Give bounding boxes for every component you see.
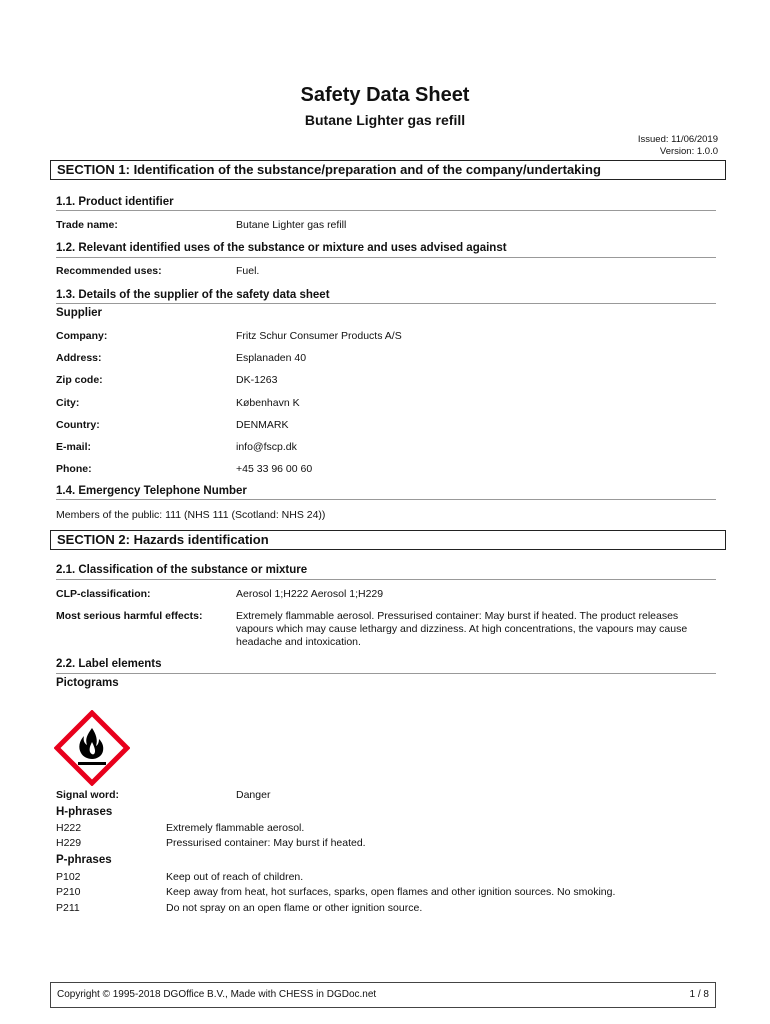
trade-name-label: Trade name: bbox=[56, 219, 118, 231]
phone-label: Phone: bbox=[56, 463, 92, 475]
issued-date: Issued: 11/06/2019 bbox=[637, 134, 718, 145]
pictograms-heading: Pictograms bbox=[56, 677, 119, 689]
subsection-1-2-heading: 1.2. Relevant identified uses of the substance or mixture and uses advised against bbox=[56, 242, 507, 254]
divider bbox=[56, 210, 716, 211]
email-value[interactable]: info@fscp.dk bbox=[236, 441, 297, 453]
country-label: Country: bbox=[56, 419, 100, 431]
page-number: 1 / 8 bbox=[689, 989, 709, 1000]
company-label: Company: bbox=[56, 330, 108, 342]
signal-word-value: Danger bbox=[236, 789, 271, 801]
page-footer bbox=[50, 982, 716, 1008]
p-phrase-code: P211 bbox=[56, 902, 80, 914]
zip-code-label: Zip code: bbox=[56, 374, 103, 386]
h-phrase-text: Pressurised container: May burst if heated. bbox=[166, 837, 366, 849]
p-phrase-code: P210 bbox=[56, 886, 81, 898]
clp-classification-value: Aerosol 1;H222 Aerosol 1;H229 bbox=[236, 588, 384, 600]
p-phrase-text: Keep away from heat, hot surfaces, sparks, open flames and other ignition sources. No smoking. bbox=[166, 886, 616, 898]
divider bbox=[56, 257, 716, 258]
flame-pictogram-icon bbox=[54, 710, 130, 786]
p-phrase-text: Do not spray on an open flame or other ignition source. bbox=[166, 902, 423, 914]
city-value: København K bbox=[236, 397, 300, 409]
phone-value: +45 33 96 00 60 bbox=[236, 463, 313, 475]
divider bbox=[56, 673, 716, 674]
address-value: Esplanaden 40 bbox=[236, 352, 307, 364]
h-phrase-text: Extremely flammable aerosol. bbox=[166, 822, 305, 834]
p-phrase-text: Keep out of reach of children. bbox=[166, 871, 304, 883]
subsection-2-1-heading: 2.1. Classification of the substance or mixture bbox=[56, 564, 308, 576]
subsection-2-2-heading: 2.2. Label elements bbox=[56, 658, 162, 670]
trade-name-value: Butane Lighter gas refill bbox=[236, 219, 347, 231]
supplier-heading: Supplier bbox=[56, 307, 103, 319]
emergency-telephone-text: Members of the public: 111 (NHS 111 (Scotland: NHS 24)) bbox=[56, 509, 326, 521]
issue-info bbox=[638, 134, 718, 158]
city-label: City: bbox=[56, 397, 80, 409]
company-value: Fritz Schur Consumer Products A/S bbox=[236, 330, 402, 342]
email-label: E-mail: bbox=[56, 441, 92, 453]
version-number: Version: 1.0.0 bbox=[659, 146, 718, 157]
harmful-effects-value: Extremely flammable aerosol. Pressurised container: May burst if heated. The product releases vapours which may cause lethargy and dizziness. At high concentrations, the vapours may cause headache and intoxication. bbox=[236, 610, 688, 648]
document-title: Safety Data Sheet bbox=[300, 84, 470, 106]
section-2-heading: SECTION 2: Hazards identification bbox=[50, 530, 726, 550]
recommended-uses-label: Recommended uses: bbox=[56, 265, 162, 277]
subsection-1-1-heading: 1.1. Product identifier bbox=[56, 196, 174, 208]
subsection-1-3-heading: 1.3. Details of the supplier of the safety data sheet bbox=[56, 289, 330, 301]
section-1-heading: SECTION 1: Identification of the substance/preparation and of the company/undertaking bbox=[50, 160, 726, 180]
zip-code-value: DK-1263 bbox=[236, 374, 278, 386]
p-phrase-code: P102 bbox=[56, 871, 81, 883]
divider bbox=[56, 579, 716, 580]
divider bbox=[56, 303, 716, 304]
recommended-uses-value: Fuel. bbox=[236, 265, 260, 277]
clp-classification-label: CLP-classification: bbox=[56, 588, 151, 600]
country-value: DENMARK bbox=[236, 419, 289, 431]
h-phrases-heading: H-phrases bbox=[56, 806, 113, 818]
subsection-1-4-heading: 1.4. Emergency Telephone Number bbox=[56, 485, 247, 497]
divider bbox=[56, 499, 716, 500]
product-subtitle: Butane Lighter gas refill bbox=[304, 112, 466, 128]
h-phrase-code: H229 bbox=[56, 837, 82, 849]
signal-word-label: Signal word: bbox=[56, 789, 119, 801]
p-phrases-heading: P-phrases bbox=[56, 854, 112, 866]
address-label: Address: bbox=[56, 352, 102, 364]
copyright-text: Copyright © 1995-2018 DGOffice B.V., Made with CHESS in DGDoc.net bbox=[57, 989, 377, 1000]
h-phrase-code: H222 bbox=[56, 822, 82, 834]
harmful-effects-label: Most serious harmful effects: bbox=[56, 610, 203, 622]
